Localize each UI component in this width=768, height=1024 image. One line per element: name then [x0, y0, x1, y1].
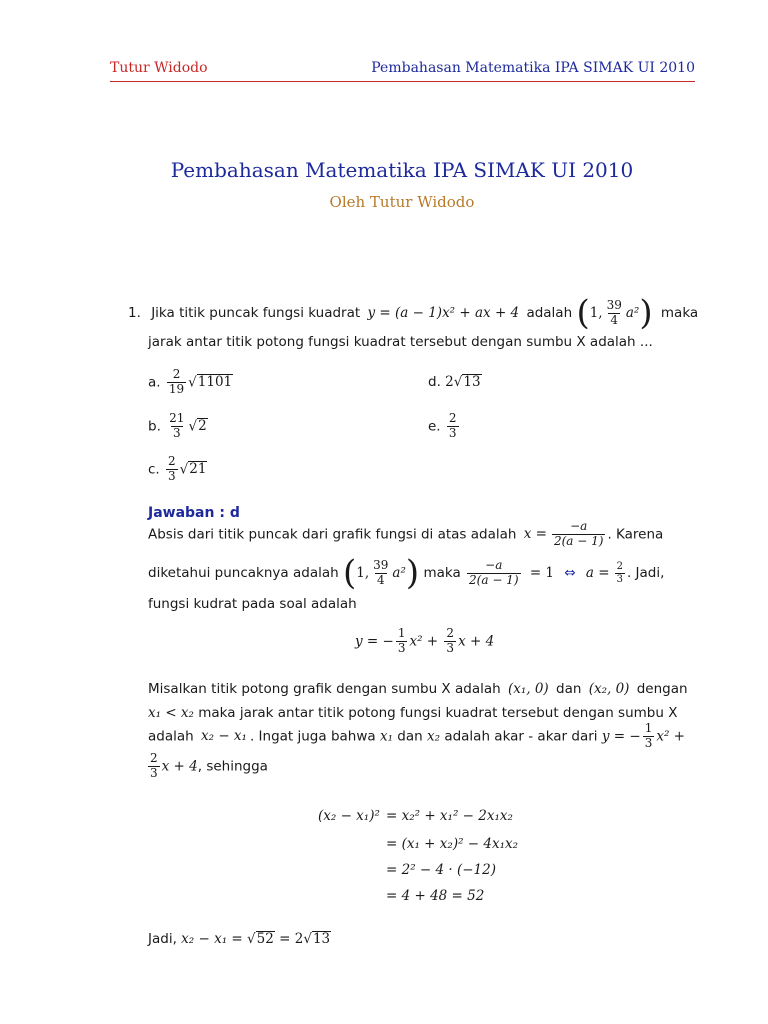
- header-title: Pembahasan Matematika IPA SIMAK UI 2010: [371, 60, 695, 76]
- solution-line-3: fungsi kudrat pada soal adalah: [148, 596, 357, 612]
- option-e: e. $\frac{2}{3}$: [428, 411, 457, 440]
- left-paren: (: [576, 293, 590, 333]
- option-b: b. $\frac{21}{3}$ √2: [148, 411, 207, 440]
- question-intro: Jika titik puncak fungsi kuadrat: [151, 305, 361, 321]
- point-first: 1,: [589, 305, 603, 321]
- solution-line-1: Absis dari titik puncak dari grafik fungsi di atas adalah x = $\frac{-a}{2(a - 1)}$ . Karena: [148, 519, 664, 548]
- align-row-3: = 2² − 4 · (−12): [386, 862, 496, 878]
- option-c: c. $\frac{2}{3}$ √21: [148, 454, 207, 483]
- word-adalah: adalah: [526, 305, 573, 321]
- iff-icon: ⇔: [564, 565, 576, 581]
- solution-line-2: diketahui puncaknya adalah (1, $\frac{39}{4}$ a²) maka $\frac{-a}{2(a - 1)}$ = 1 ⇔ a = $\frac{2}{3}$ . Jadi,: [148, 553, 665, 593]
- right-paren: ): [639, 293, 653, 333]
- solution-line-5: x₁ < x₂ maka jarak antar titik potong fungsi kuadrat tersebut dengan sumbu X: [148, 705, 678, 721]
- document-author: Oleh Tutur Widodo: [329, 193, 475, 211]
- question-function: y = (a − 1)x² + ax + 4: [367, 305, 520, 321]
- option-d: d. 2√13: [428, 374, 481, 390]
- align-row-1: (x₂ − x₁)² = x₂² + x₁² − 2x₁x₂: [318, 808, 513, 824]
- option-a: a. $\frac{2}{19}$ √1101: [148, 367, 233, 396]
- final-result: Jadi, x₂ − x₁ = √52 = 2√13: [148, 931, 331, 947]
- solution-line-4: Misalkan titik potong grafik dengan sumbu X adalah (x₁, 0) dan (x₂, 0) dengan: [148, 681, 688, 697]
- answer-label: Jawaban : d: [148, 505, 240, 521]
- solution-line-6: adalah x₂ − x₁ . Ingat juga bahwa x₁ dan x₂ adalah akar - akar dari y = − $\frac{1}{3}$ x² +: [148, 721, 685, 750]
- align-row-2: = (x₁ + x₂)² − 4x₁x₂: [386, 836, 519, 852]
- point-var: a²: [625, 305, 640, 321]
- solution-line-7: $\frac{2}{3}$ x + 4, sehingga: [150, 751, 268, 780]
- document-title: Pembahasan Matematika IPA SIMAK UI 2010: [170, 158, 634, 182]
- main-equation: y = − $\frac{1}{3}$ x² + $\frac{2}{3}$ x + 4: [355, 626, 495, 655]
- question-number: 1.: [128, 305, 141, 321]
- align-row-4: = 4 + 48 = 52: [386, 888, 485, 904]
- question-line-1: [128, 293, 699, 333]
- header-rule: [110, 81, 695, 82]
- word-maka: maka: [660, 305, 699, 321]
- question-line-2: jarak antar titik potong fungsi kuadrat tersebut dengan sumbu X adalah ...: [148, 334, 653, 350]
- point-frac: $\frac{39}{4}$: [606, 297, 622, 327]
- header-author: Tutur Widodo: [110, 60, 208, 76]
